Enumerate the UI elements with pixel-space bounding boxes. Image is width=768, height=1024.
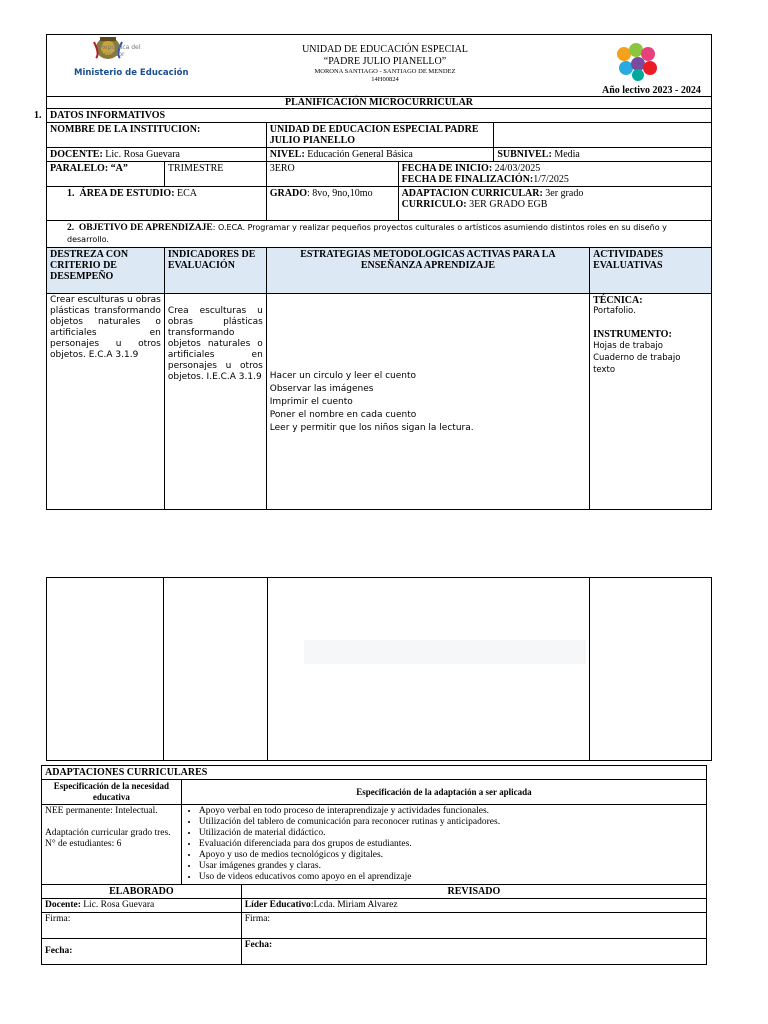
adaptacion-list-cell (181, 805, 706, 885)
necesidad-header: Especificación de la necesidad educativa (42, 780, 182, 805)
subnivel-label: SUBNIVEL: (497, 149, 552, 160)
republica-text: República del Ecuador (100, 44, 141, 58)
nivel-cell (266, 148, 494, 162)
fecha-inicio-label: FECHA DE INICIO: (401, 163, 493, 174)
tecnica-label: TÉCNICA: (593, 295, 643, 306)
area-cell (47, 187, 267, 221)
estrategia-item: Imprimir el cuento (269, 397, 353, 407)
area-number: 1. (67, 188, 75, 199)
lider-cell (241, 899, 706, 913)
adaptacion-item: • Utilización de material didáctico. (199, 828, 703, 839)
necesidad-cell (42, 805, 182, 885)
instrumento-label: INSTRUMENTO: (593, 329, 672, 340)
inclusion-logo (612, 42, 660, 82)
adaptacion-header: Especificación de la adaptación a ser aplicada (181, 780, 706, 805)
grado-value: : 8vo, 9no,10mo (307, 188, 373, 199)
adaptacion-list (199, 806, 703, 883)
docente-label: DOCENTE: (50, 149, 103, 160)
nee-text: NEE permanente: Intelectual. (45, 806, 158, 816)
adaptacion-item: • Utilización del tablero de comunicación para reconocer rutinas y anticipadores. (199, 817, 703, 828)
empty-cell (590, 578, 712, 761)
fecha-cell: Fecha: (42, 939, 242, 965)
adaptacion-item: • Apoyo verbal en todo proceso de interaprendizaje y actividades funcionales. (199, 806, 703, 817)
firma-cell: Firma: (241, 913, 706, 939)
objetivo-cell (47, 221, 712, 248)
estrategias-cell (266, 294, 589, 510)
curriculo-label: CURRICULO: (401, 199, 467, 210)
area-value: ECA (174, 188, 198, 199)
fecha-cell: Fecha: (241, 939, 706, 965)
nivel-label: NIVEL: (269, 149, 305, 160)
actividades-cell (590, 294, 712, 510)
empty-cell (163, 578, 267, 761)
institucion-empty (494, 123, 712, 148)
ministerio-text: Ministerio de Educación (74, 68, 189, 78)
adaptacion-value: 3er grado (542, 188, 584, 199)
faint-shading (304, 640, 586, 664)
org-line-4: 14H00824 (371, 75, 399, 83)
instrumento-value: Hojas de trabajo (593, 341, 663, 351)
school-year: Año lectivo 2023 - 2024 (602, 85, 701, 96)
estudiantes-text: N° de estudiantes: 6 (45, 839, 122, 849)
docente-value: Lic. Rosa Guevara (102, 149, 180, 160)
adaptacion-item: • Evaluación diferenciada para dos grupos de estudiantes. (199, 839, 703, 850)
section-title: PLANIFICACIÓN MICROCURRICULAR (46, 96, 712, 108)
plan-continuation-table (46, 577, 712, 761)
tecnica-value: Portafolio. (593, 306, 636, 316)
revisado-header: REVISADO (241, 885, 706, 899)
fechas-cell (398, 162, 711, 187)
adaptacion-item: • Uso de videos educativos como apoyo en el aprendizaje (199, 872, 703, 883)
instrumento-value: Cuaderno de trabajo (593, 353, 681, 363)
subnivel-cell (494, 148, 712, 162)
lider-label: Líder Educativo (244, 900, 311, 910)
datos-informativos-table (46, 108, 712, 510)
firma-docente-label: Docente: (45, 900, 81, 910)
subnivel-value: Media (551, 149, 580, 160)
instrumento-value: texto (593, 365, 616, 375)
destreza-cell: Crear esculturas u obras plásticas transformando objetos naturales o artificiales en personajes u otros objetos. E.C.A 3.1.9 (47, 294, 165, 510)
destreza-header: DESTREZA CON CRITERIO DE DESEMPEÑO (47, 248, 165, 294)
objetivo-number: 2. (67, 223, 75, 233)
estrategia-item: Leer y permitir que los niños sigan la lectura. (269, 423, 474, 433)
adaptacion-cell (398, 187, 711, 221)
firma-docente-value: Lic. Rosa Guevara (80, 900, 155, 910)
indicadores-header: INDICADORES DE EVALUACIÓN (164, 248, 266, 294)
grado-label: GRADO (269, 188, 308, 199)
datos-informativos-title: DATOS INFORMATIVOS (47, 109, 712, 123)
indicador-cell: Crea esculturas u obras plásticas transformando objetos naturales o artificiales en personajes u otros objetos. I.E.C.A 3.1.9 (164, 294, 266, 510)
estrategia-item: Observar las imágenes (269, 384, 374, 394)
empty-cell (47, 578, 164, 761)
paralelo-cell: PARALELO: “A” (47, 162, 165, 187)
adaptacion-grado-text: Adaptación curricular grado tres. (45, 828, 171, 838)
lider-value: :Lcda. Miriam Alvarez (310, 900, 398, 910)
section-number: 1. (34, 110, 42, 121)
empty-cell (267, 578, 590, 761)
actividades-header: ACTIVIDADES EVALUATIVAS (590, 248, 712, 294)
tercero-cell: 3ERO (266, 162, 398, 187)
firma-cell: Firma: (42, 913, 242, 939)
org-line-1: UNIDAD DE EDUCACIÓN ESPECIAL (302, 44, 468, 55)
area-label: ÁREA DE ESTUDIO: (79, 188, 175, 199)
institucion-value: UNIDAD DE EDUCACION ESPECIAL PADRE JULIO PIANELLO (266, 123, 494, 148)
objetivo-value: : O.ECA. Programar y realizar pequeños proyectos culturales o artísticos asumiendo distintos roles en su diseño y desarrollo. (67, 223, 667, 244)
adaptacion-item: • Usar imágenes grandes y claras. (199, 861, 703, 872)
nivel-value: Educación General Básica (304, 149, 413, 160)
institucion-label: NOMBRE DE LA INSTITUCION: (47, 123, 267, 148)
objetivo-label: OBJETIVO DE APRENDIZAJE (78, 223, 213, 233)
fecha-inicio-value: 24/03/2025 (492, 163, 541, 174)
adaptaciones-title: ADAPTACIONES CURRICULARES (42, 766, 707, 780)
adaptacion-item: • Apoyo y uso de medios tecnológicos y digitales. (199, 850, 703, 861)
org-line-2: “PADRE JULIO PIANELLO” (323, 56, 447, 67)
elaborado-header: ELABORADO (42, 885, 242, 899)
org-line-3: MORONA SANTIAGO - SANTIAGO DE MENDEZ (314, 68, 456, 75)
inclusion-logo-icon (612, 42, 660, 82)
estrategia-item: Poner el nombre en cada cuento (269, 410, 417, 420)
institution-header (270, 44, 500, 84)
adaptacion-label: ADAPTACION CURRICULAR: (401, 188, 543, 199)
curriculo-value: 3ER GRADO EGB (466, 199, 548, 210)
docente-cell (47, 148, 267, 162)
estrategias-header: ESTRATEGIAS METODOLOGICAS ACTIVAS PARA LA ENSEÑANZA APRENDIZAJE (266, 248, 589, 294)
trimestre-cell: TRIMESTRE (164, 162, 266, 187)
adaptaciones-table (41, 765, 707, 965)
fecha-fin-label: FECHA DE FINALIZACIÓN: (401, 174, 534, 185)
docente-firma-cell (42, 899, 242, 913)
fecha-fin-value: 1/7/2025 (533, 174, 569, 185)
grado-cell (266, 187, 398, 221)
estrategia-item: Hacer un circulo y leer el cuento (269, 371, 417, 381)
